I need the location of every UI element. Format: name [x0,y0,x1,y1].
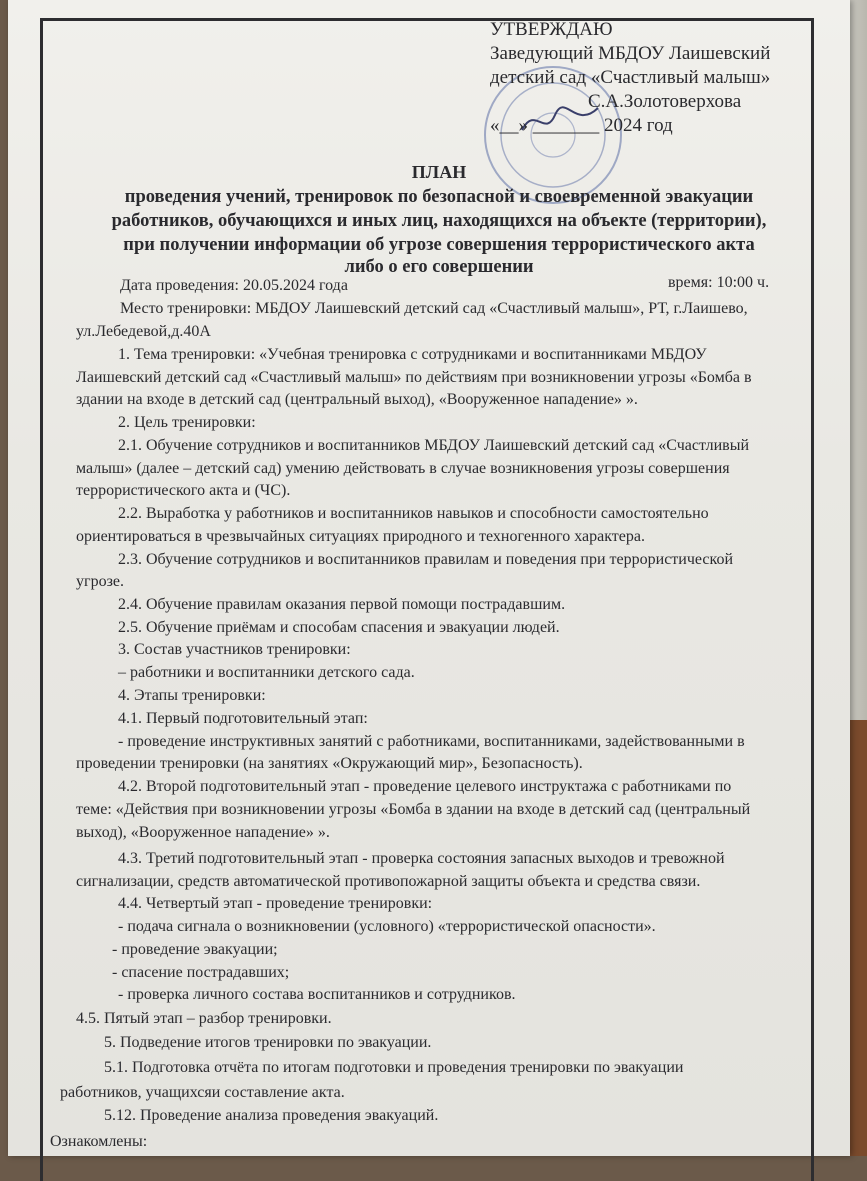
place-line-1: Место тренировки: МБДОУ Лаишевский детский сад «Счастливый малыш», РТ, г.Лаишево, [120,300,748,317]
para-2-1a: 2.1. Обучение сотрудников и воспитанников МБДОУ Лаишевский детский сад «Счастливый [118,437,750,454]
para-4-5: 4.5. Пятый этап – разбор тренировки. [76,1010,332,1027]
doc-subtitle-4: либо о его совершении [344,257,534,277]
para-4-2c: выход), «Вооруженное нападение» ». [76,824,330,841]
para-4-2a: 4.2. Второй подготовительный этап - проведение целевого инструктажа с работниками по [118,778,732,795]
para-4-1a: - проведение инструктивных занятий с работниками, воспитанниками, задействованными в [118,733,745,750]
approval-heading: УТВЕРЖДАЮ [490,19,613,40]
para-4-3a: 4.3. Третий подготовительный этап - проверка состояния запасных выходов и тревожной [118,850,725,867]
para-1c: здании на входе в детский сад (центральный выход), «Вооруженное нападение» ». [76,391,638,408]
para-2-3a: 2.3. Обучение сотрудников и воспитанников правилам и поведения при террористической [118,551,734,568]
para-2-4: 2.4. Обучение правилам оказания первой помощи пострадавшим. [118,596,566,613]
para-1a: 1. Тема тренировки: «Учебная тренировка с сотрудниками и воспитанниками МБДОУ [118,346,707,363]
para-5: 5. Подведение итогов тренировки по эвакуации. [104,1034,432,1051]
background-table-edge [848,720,867,1156]
para-2-5: 2.5. Обучение приёмам и способам спасения и эвакуации людей. [118,619,560,636]
para-2-1c: террористического акта и (ЧС). [76,482,291,499]
para-4-4b: - проведение эвакуации; [112,941,278,958]
para-4-4a: - подача сигнала о возникновении (условного) «террористической опасности». [118,918,656,935]
para-4-2b: теме: «Действия при возникновении угрозы «Бомба в здании на входе в детский сад (центральный [76,801,751,818]
para-2-3b: угрозе. [76,573,124,590]
para-2-2a: 2.2. Выработка у работников и воспитанников навыков и способности самостоятельно [118,505,709,522]
doc-subtitle-3: при получении информации об угрозе совершения террористического акта [123,235,755,255]
para-2-1b: малыш» (далее – детский сад) умению действовать в случае возникновения угрозы совершения [76,460,730,477]
para-acknowledged: Ознакомлены: [50,1133,148,1150]
doc-subtitle-2: работников, обучающихся и иных лиц, находящихся на объекте (территории), [111,211,767,231]
doc-subtitle-1: проведения учений, тренировок по безопасной и своевременной эвакуации [124,187,754,207]
para-2-2b: ориентироваться в чрезвычайных ситуациях природного и техногенного характера. [76,528,645,545]
approval-name: С.А.Золотоверхова [588,91,742,112]
para-4-3b: сигнализации, средств автоматической противопожарной защиты объекта и средства связи. [76,873,701,890]
para-5-1a: 5.1. Подготовка отчёта по итогам подготовки и проведения тренировки по эвакуации [104,1059,684,1076]
approval-block [490,18,770,138]
approval-organization: детский сад «Счастливый малыш» [490,67,771,88]
para-3a: – работники и воспитанники детского сада. [118,664,415,681]
para-4: 4. Этапы тренировки: [118,687,266,704]
time-line: время: 10:00 ч. [668,274,770,291]
para-4-4c: - спасение пострадавших; [112,964,290,981]
para-1b: Лаишевский детский сад «Счастливый малыш» по действиям при возникновении угрозы «Бомба в [76,369,752,386]
para-4-4: 4.4. Четвертый этап - проведение тренировки: [118,895,433,912]
date-line: Дата проведения: 20.05.2024 года [120,277,348,294]
approval-position: Заведующий МБДОУ Лаишевский [490,43,771,64]
para-3: 3. Состав участников тренировки: [118,641,351,658]
approval-date: «__» _______ 2024 год [490,115,673,136]
place-line-2: ул.Лебедевой,д.40А [76,323,211,340]
para-4-4d: - проверка личного состава воспитанников и сотрудников. [118,986,516,1003]
para-4-1b: проведении тренировки (на занятиях «Окружающий мир», Безопасность). [76,755,583,772]
para-5-12: 5.12. Проведение анализа проведения эвакуаций. [104,1107,439,1124]
doc-title: ПЛАН [411,162,467,182]
para-5-1b: работников, учащихсяи составление акта. [60,1084,345,1101]
para-2: 2. Цель тренировки: [118,414,256,431]
para-4-1: 4.1. Первый подготовительный этап: [118,710,368,727]
